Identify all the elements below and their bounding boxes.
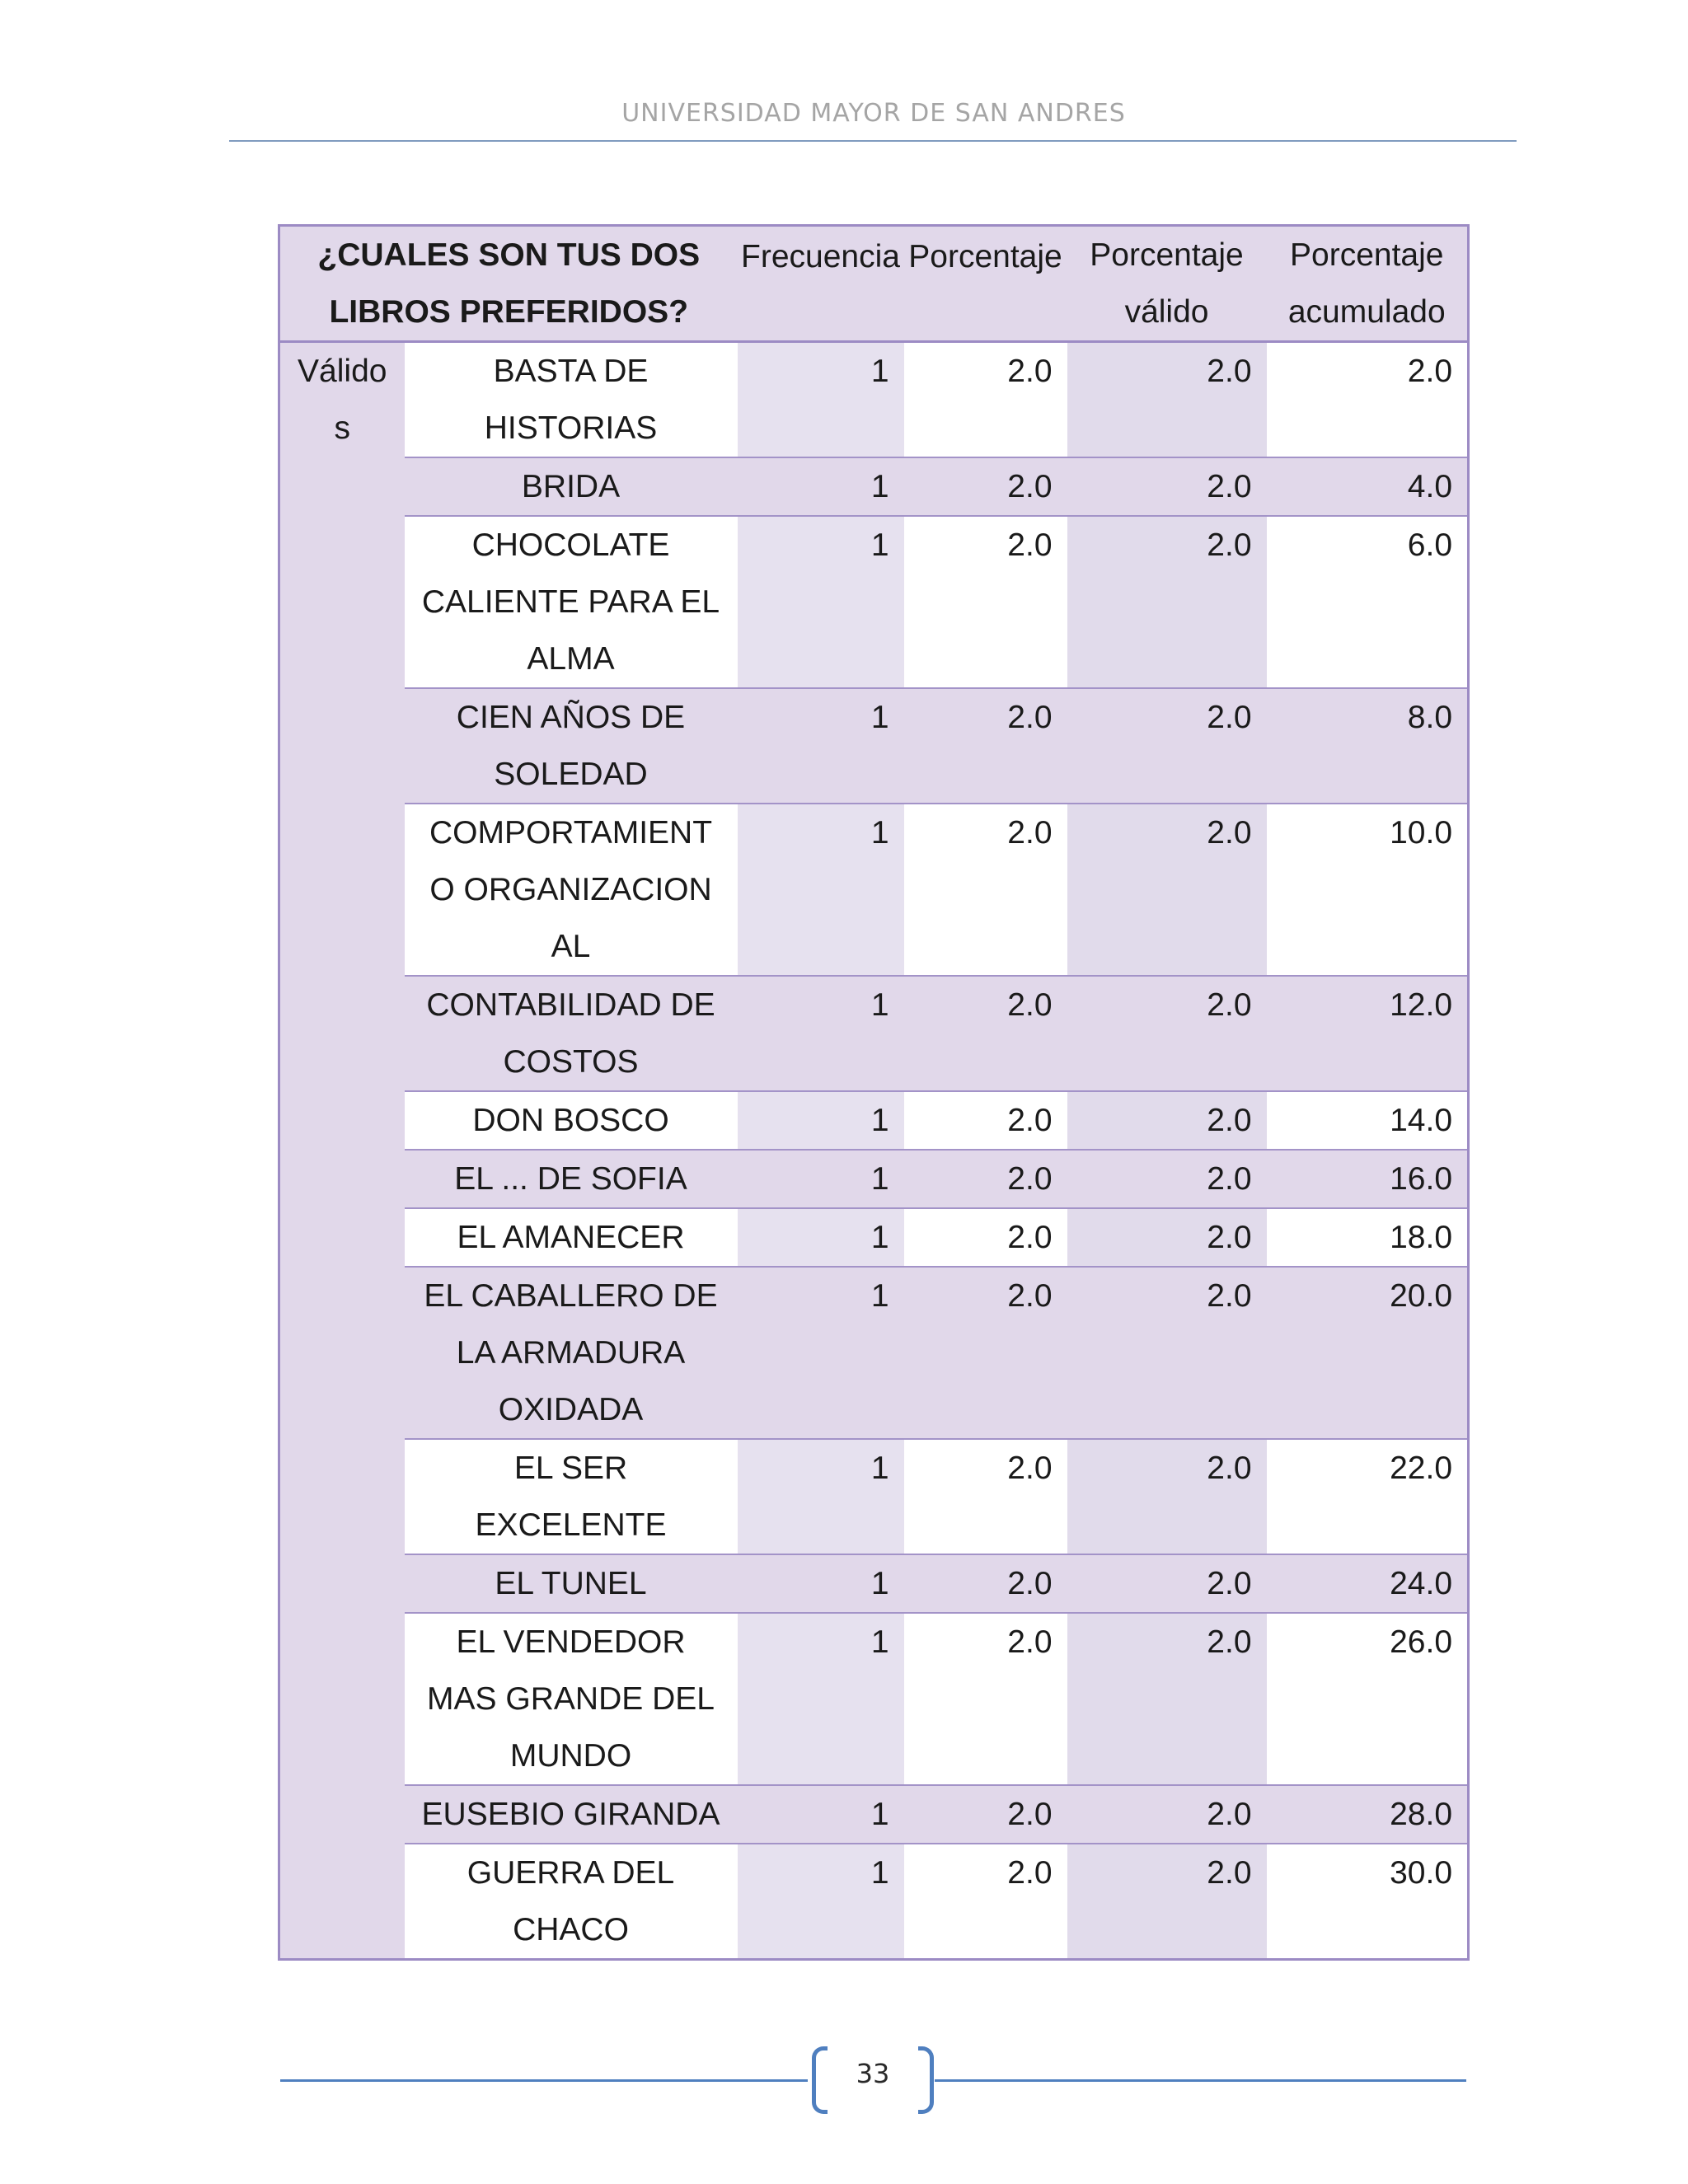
valid-percent-cell: 2.0 bbox=[1067, 1091, 1267, 1150]
cumulative-percent-cell: 2.0 bbox=[1267, 342, 1469, 458]
table-row bbox=[279, 688, 1469, 804]
percent-cell: 2.0 bbox=[904, 457, 1067, 516]
footer-rule-right bbox=[935, 2079, 1466, 2082]
table-row bbox=[279, 1785, 1469, 1844]
table-row bbox=[279, 1554, 1469, 1613]
percent-cell: 2.0 bbox=[904, 1785, 1067, 1844]
cumulative-percent-cell: 22.0 bbox=[1267, 1439, 1469, 1554]
table-row bbox=[279, 1613, 1469, 1785]
book-name-cell: DON BOSCO bbox=[405, 1091, 738, 1150]
frequency-cell: 1 bbox=[738, 342, 904, 458]
valid-percent-cell: 2.0 bbox=[1067, 457, 1267, 516]
valid-percent-cell: 2.0 bbox=[1067, 1785, 1267, 1844]
percent-cell: 2.0 bbox=[904, 516, 1067, 688]
page-number: 33 bbox=[856, 2058, 890, 2089]
table-row bbox=[279, 457, 1469, 516]
header-rule bbox=[229, 140, 1517, 142]
percent-cell: 2.0 bbox=[904, 1267, 1067, 1439]
book-name-cell: EL TUNEL bbox=[405, 1554, 738, 1613]
book-name-cell: BRIDA bbox=[405, 457, 738, 516]
frequency-cell: 1 bbox=[738, 1267, 904, 1439]
cumulative-percent-cell: 30.0 bbox=[1267, 1844, 1469, 1960]
table-row bbox=[279, 342, 1469, 458]
valid-percent-cell: 2.0 bbox=[1067, 1439, 1267, 1554]
cumulative-percent-cell: 16.0 bbox=[1267, 1150, 1469, 1208]
percent-cell: 2.0 bbox=[904, 1554, 1067, 1613]
book-name-cell: GUERRA DEL CHACO bbox=[405, 1844, 738, 1960]
frequency-table bbox=[278, 224, 1470, 1961]
book-name-cell: BASTA DE HISTORIAS bbox=[405, 342, 738, 458]
table-row bbox=[279, 1208, 1469, 1267]
book-name-cell: EL VENDEDOR MAS GRANDE DEL MUNDO bbox=[405, 1613, 738, 1785]
group-label-valid bbox=[279, 342, 405, 1960]
cumulative-percent-cell: 10.0 bbox=[1267, 804, 1469, 976]
percent-cell: 2.0 bbox=[904, 1091, 1067, 1150]
frequency-cell: 1 bbox=[738, 688, 904, 804]
valid-percent-cell: 2.0 bbox=[1067, 1267, 1267, 1439]
valid-percent-cell: 2.0 bbox=[1067, 342, 1267, 458]
table-header-row bbox=[279, 226, 1469, 342]
percent-cell: 2.0 bbox=[904, 342, 1067, 458]
valid-percent-cell: 2.0 bbox=[1067, 1613, 1267, 1785]
table-row bbox=[279, 1091, 1469, 1150]
frequency-cell: 1 bbox=[738, 516, 904, 688]
frequency-cell: 1 bbox=[738, 1439, 904, 1554]
left-bracket-icon bbox=[812, 2046, 828, 2114]
table-row bbox=[279, 1267, 1469, 1439]
valid-percent-cell: 2.0 bbox=[1067, 1208, 1267, 1267]
frequency-cell: 1 bbox=[738, 1150, 904, 1208]
percent-cell: 2.0 bbox=[904, 1613, 1067, 1785]
book-name-cell: COMPORTAMIENTO ORGANIZACIONAL bbox=[405, 804, 738, 976]
column-header-percent: Porcentaje bbox=[904, 226, 1067, 342]
table-row bbox=[279, 1844, 1469, 1960]
percent-cell: 2.0 bbox=[904, 1439, 1067, 1554]
valid-percent-cell: 2.0 bbox=[1067, 688, 1267, 804]
valid-percent-cell: 2.0 bbox=[1067, 1844, 1267, 1960]
running-header: UNIVERSIDAD MAYOR DE SAN ANDRES bbox=[621, 99, 1126, 128]
book-name-cell: EUSEBIO GIRANDA bbox=[405, 1785, 738, 1844]
group-label-text: Válidos bbox=[298, 354, 387, 446]
book-name-cell: CIEN AÑOS DE SOLEDAD bbox=[405, 688, 738, 804]
cumulative-percent-cell: 6.0 bbox=[1267, 516, 1469, 688]
book-name-cell: CONTABILIDAD DE COSTOS bbox=[405, 976, 738, 1091]
cumulative-percent-cell: 14.0 bbox=[1267, 1091, 1469, 1150]
book-name-cell: EL SER EXCELENTE bbox=[405, 1439, 738, 1554]
valid-percent-cell: 2.0 bbox=[1067, 976, 1267, 1091]
percent-cell: 2.0 bbox=[904, 688, 1067, 804]
book-name-cell: EL ... DE SOFIA bbox=[405, 1150, 738, 1208]
percent-cell: 2.0 bbox=[904, 1150, 1067, 1208]
cumulative-percent-cell: 4.0 bbox=[1267, 457, 1469, 516]
right-bracket-icon bbox=[918, 2046, 934, 2114]
frequency-cell: 1 bbox=[738, 1091, 904, 1150]
frequency-cell: 1 bbox=[738, 1785, 904, 1844]
table-row bbox=[279, 804, 1469, 976]
cumulative-percent-cell: 28.0 bbox=[1267, 1785, 1469, 1844]
column-header-question: ¿CUALES SON TUS DOS LIBROS PREFERIDOS? bbox=[279, 226, 738, 342]
book-name-cell: CHOCOLATE CALIENTE PARA EL ALMA bbox=[405, 516, 738, 688]
percent-cell: 2.0 bbox=[904, 1844, 1067, 1960]
valid-percent-cell: 2.0 bbox=[1067, 1554, 1267, 1613]
book-name-cell: EL AMANECER bbox=[405, 1208, 738, 1267]
percent-cell: 2.0 bbox=[904, 976, 1067, 1091]
footer-rule-left bbox=[280, 2079, 808, 2082]
book-name-cell: EL CABALLERO DE LA ARMADURA OXIDADA bbox=[405, 1267, 738, 1439]
column-header-valid-percent: Porcentaje válido bbox=[1067, 226, 1267, 342]
cumulative-percent-cell: 12.0 bbox=[1267, 976, 1469, 1091]
frequency-cell: 1 bbox=[738, 1844, 904, 1960]
frequency-cell: 1 bbox=[738, 1613, 904, 1785]
table-row bbox=[279, 1150, 1469, 1208]
percent-cell: 2.0 bbox=[904, 804, 1067, 976]
frequency-cell: 1 bbox=[738, 1208, 904, 1267]
table-row bbox=[279, 516, 1469, 688]
valid-percent-cell: 2.0 bbox=[1067, 516, 1267, 688]
percent-cell: 2.0 bbox=[904, 1208, 1067, 1267]
table-row bbox=[279, 976, 1469, 1091]
cumulative-percent-cell: 20.0 bbox=[1267, 1267, 1469, 1439]
valid-percent-cell: 2.0 bbox=[1067, 1150, 1267, 1208]
column-header-frequency: Frecuencia bbox=[738, 226, 904, 342]
frequency-cell: 1 bbox=[738, 457, 904, 516]
frequency-cell: 1 bbox=[738, 1554, 904, 1613]
table-row bbox=[279, 1439, 1469, 1554]
valid-percent-cell: 2.0 bbox=[1067, 804, 1267, 976]
frequency-cell: 1 bbox=[738, 976, 904, 1091]
cumulative-percent-cell: 24.0 bbox=[1267, 1554, 1469, 1613]
frequency-cell: 1 bbox=[738, 804, 904, 976]
cumulative-percent-cell: 18.0 bbox=[1267, 1208, 1469, 1267]
cumulative-percent-cell: 8.0 bbox=[1267, 688, 1469, 804]
cumulative-percent-cell: 26.0 bbox=[1267, 1613, 1469, 1785]
column-header-cumulative-percent: Porcentaje acumulado bbox=[1267, 226, 1469, 342]
